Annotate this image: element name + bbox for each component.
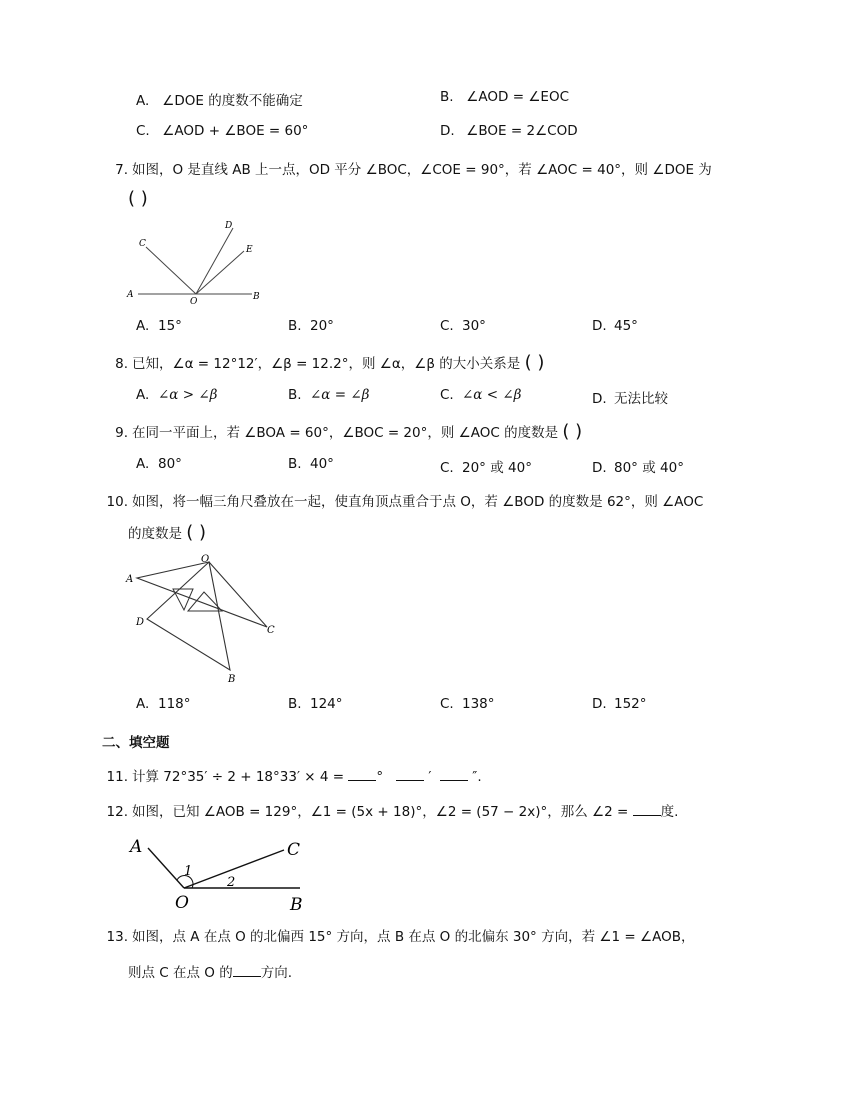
option-text: ∠AOD = ∠EOC xyxy=(466,89,569,105)
q9-option-a[interactable] xyxy=(136,456,182,472)
label-o: O xyxy=(175,893,189,913)
label-b: B xyxy=(253,292,260,302)
question-text: 在同一平面上，若 ∠BOA = 60°，∠BOC = 20°，则 ∠AOC 的度数是 xyxy=(132,425,559,441)
option-label: C. xyxy=(440,460,454,476)
label-a: A xyxy=(126,574,134,585)
unit-minute: ′ xyxy=(428,769,432,785)
option-text: 15° xyxy=(158,318,182,334)
unit-second: ″. xyxy=(472,769,482,785)
option-label: C. xyxy=(440,318,454,334)
q12-figure xyxy=(120,830,320,915)
option-label: D. xyxy=(592,460,607,476)
question-number: 8. xyxy=(115,356,128,372)
option-text: 152° xyxy=(614,696,647,712)
label-c: C xyxy=(139,239,146,249)
answer-paren: ( ) xyxy=(186,522,207,543)
option-text: 45° xyxy=(614,318,638,334)
angle-1-label: 1 xyxy=(184,864,193,879)
label-o: O xyxy=(201,554,210,565)
option-text: 40° xyxy=(310,456,334,472)
answer-blank-minutes[interactable] xyxy=(396,768,424,781)
q9-option-d[interactable] xyxy=(592,456,684,476)
option-label: A. xyxy=(136,93,150,109)
option-label: A. xyxy=(136,318,150,334)
option-label: A. xyxy=(136,696,150,712)
label-d: D xyxy=(136,617,145,628)
question-text: 如图，将一幅三角尺叠放在一起，使直角顶点重合于点 O，若 ∠BOD 的度数是 62°，则 ∠AOC xyxy=(132,494,704,510)
question-10-stem-line2 xyxy=(128,522,206,543)
label-o: O xyxy=(190,297,198,307)
question-9-stem xyxy=(106,421,582,442)
q8-option-c[interactable] xyxy=(440,387,521,403)
label-c: C xyxy=(287,840,301,860)
option-text: 20° xyxy=(310,318,334,334)
option-text: 118° xyxy=(158,696,191,712)
question-tail: 度. xyxy=(660,804,679,820)
q9-option-c[interactable] xyxy=(440,456,532,476)
option-text: ∠α < ∠β xyxy=(462,387,522,403)
section-heading: 二、填空题 xyxy=(102,735,170,751)
question-text: 的度数是 xyxy=(128,526,182,542)
answer-paren: ( ) xyxy=(524,352,545,373)
option-label: D. xyxy=(592,696,607,712)
question-7-stem xyxy=(106,158,712,178)
option-text: ∠AOD + ∠BOE = 60° xyxy=(162,123,309,139)
answer-blank-degrees[interactable] xyxy=(348,768,376,781)
q7-option-b[interactable] xyxy=(288,318,334,334)
q10-option-b[interactable] xyxy=(288,696,343,712)
option-label: D. xyxy=(592,391,607,407)
option-text: 无法比较 xyxy=(614,391,668,407)
q10-option-a[interactable] xyxy=(136,696,191,712)
q6-option-d[interactable] xyxy=(440,123,578,139)
question-text: 如图，已知 ∠AOB = 129°，∠1 = (5x + 18)°，∠2 = (57 − 2x)°，那么 ∠2 = xyxy=(132,804,629,820)
question-number: 9. xyxy=(115,425,128,441)
q7-option-a[interactable] xyxy=(136,318,182,334)
q6-option-c[interactable] xyxy=(136,123,308,139)
option-text: 80° 或 40° xyxy=(614,460,684,476)
label-e: E xyxy=(246,245,253,255)
question-number: 12. xyxy=(106,804,128,820)
option-label: B. xyxy=(288,318,302,334)
question-text: 则点 C 在点 O 的 xyxy=(128,965,233,981)
question-text: 如图，O 是直线 AB 上一点，OD 平分 ∠BOC，∠COE = 90°，若 ∠AOC = 40°，则 ∠DOE 为 xyxy=(132,162,712,178)
label-a: A xyxy=(130,837,143,857)
answer-blank-seconds[interactable] xyxy=(440,768,468,781)
question-number: 7. xyxy=(115,162,128,178)
option-text: 138° xyxy=(462,696,495,712)
option-text: 124° xyxy=(310,696,343,712)
label-a: A xyxy=(127,290,134,300)
option-label: C. xyxy=(136,123,150,139)
question-text: 计算 72°35′ ÷ 2 + 18°33′ × 4 = xyxy=(132,769,345,785)
option-label: B. xyxy=(440,89,454,105)
option-text: 20° 或 40° xyxy=(462,460,532,476)
question-11 xyxy=(106,765,482,785)
q10-figure xyxy=(120,548,285,688)
question-13-stem xyxy=(106,925,694,945)
option-text: ∠DOE 的度数不能确定 xyxy=(162,93,303,109)
q8-option-d[interactable] xyxy=(592,387,668,407)
q9-option-b[interactable] xyxy=(288,456,334,472)
question-10-stem xyxy=(106,490,703,510)
answer-paren: ( ) xyxy=(128,188,148,209)
option-label: B. xyxy=(288,456,302,472)
option-text: ∠α > ∠β xyxy=(158,387,218,403)
option-text: ∠α = ∠β xyxy=(310,387,370,403)
question-tail: 方向. xyxy=(260,965,293,981)
option-label: A. xyxy=(136,387,150,403)
question-number: 11. xyxy=(106,769,128,785)
q6-option-a[interactable] xyxy=(136,89,303,109)
q8-option-b[interactable] xyxy=(288,387,369,403)
angle-2-label: 2 xyxy=(227,875,236,890)
label-b: B xyxy=(290,895,303,915)
option-text: ∠BOE = 2∠COD xyxy=(466,123,578,139)
question-text: 已知，∠α = 12°12′，∠β = 12.2°，则 ∠α，∠β 的大小关系是 xyxy=(132,356,521,372)
option-label: B. xyxy=(288,696,302,712)
option-label: D. xyxy=(440,123,455,139)
question-number: 10. xyxy=(106,494,128,510)
q10-option-c[interactable] xyxy=(440,696,495,712)
question-text: 如图，点 A 在点 O 的北偏西 15° 方向，点 B 在点 O 的北偏东 30° 方向，若 ∠1 = ∠AOB， xyxy=(132,929,695,945)
option-label: C. xyxy=(440,696,454,712)
label-d: D xyxy=(225,221,233,231)
answer-blank[interactable] xyxy=(233,964,261,977)
q7-figure xyxy=(120,215,270,310)
question-12 xyxy=(106,800,678,820)
question-13-stem-line2 xyxy=(128,961,292,981)
q10-option-d[interactable] xyxy=(592,696,647,712)
answer-paren: ( ) xyxy=(562,421,583,442)
option-text: 30° xyxy=(462,318,486,334)
answer-blank[interactable] xyxy=(633,803,661,816)
option-label: B. xyxy=(288,387,302,403)
q7-option-d[interactable] xyxy=(592,318,638,334)
label-b: B xyxy=(228,674,236,685)
unit-degree: ° xyxy=(376,769,384,785)
question-number: 13. xyxy=(106,929,128,945)
option-label: A. xyxy=(136,456,150,472)
q8-option-a[interactable] xyxy=(136,387,217,403)
label-c: C xyxy=(267,625,275,636)
option-label: C. xyxy=(440,387,454,403)
option-label: D. xyxy=(592,318,607,334)
q6-option-b[interactable] xyxy=(440,89,569,105)
option-text: 80° xyxy=(158,456,182,472)
question-8-stem xyxy=(106,352,544,373)
q7-option-c[interactable] xyxy=(440,318,486,334)
